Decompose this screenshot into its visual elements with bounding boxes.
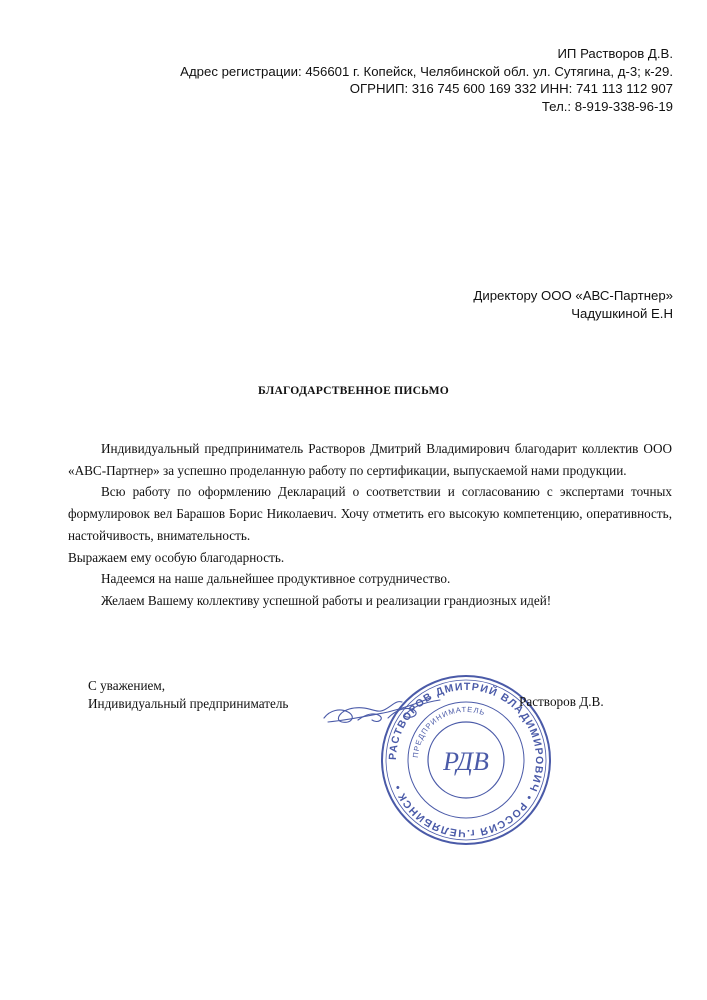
body-paragraph-1: Индивидуальный предприниматель Растворов Дмитрий Владимирович благодарит коллектив ООО «АВС-Партнер» за успешно проделанную работу по сертификации, выпускаемой нами продукции.	[68, 441, 672, 478]
addressee-position: Директору ООО «АВС-Партнер»	[473, 288, 673, 303]
seal-inner-text: ПРЕДПРИНИМАТЕЛЬ	[410, 704, 487, 759]
signer-name: Растворов Д.В.	[519, 694, 604, 709]
letterhead-registration: ОГРНИП: 316 745 600 169 332 ИНН: 741 113 112 907	[349, 81, 673, 96]
closing-position: Индивидуальный предприниматель	[88, 695, 289, 711]
seal-monogram: РДВ	[443, 747, 489, 776]
addressee-name: Чадушкиной Е.Н	[571, 306, 673, 321]
body-paragraph-3: Выражаем ему особую благодарность.	[68, 549, 285, 565]
closing-block	[88, 677, 288, 712]
letterhead-address: Адрес регистрации: 456601 г. Копейск, Челябинской обл. ул. Сутягина, д-3; к-29.	[180, 63, 673, 79]
closing-regards: С уважением,	[88, 678, 165, 693]
seal-outer-text: РАСТВОРОВ ДМИТРИЙ ВЛАДИМИРОВИЧ • РОССИЯ г.ЧЕЛЯБИНСК •	[386, 680, 546, 840]
letterhead-name: ИП Растворов Д.В.	[557, 46, 673, 61]
letter-title: БЛАГОДАРСТВЕННОЕ ПИСЬМО	[258, 384, 449, 397]
addressee-block	[473, 287, 673, 323]
letter-body	[68, 438, 672, 612]
letterhead-phone: Тел.: 8-919-338-96-19	[541, 98, 673, 114]
body-paragraph-2: Всю работу по оформлению Деклараций о соответствии и согласованию с экспертами точных формулировок вел Барашов Борис Николаевич. Хочу отметить его высокую компетенцию, оперативность, настойчивость, внимательность.	[68, 484, 672, 543]
letterhead	[180, 45, 673, 115]
body-paragraph-5: Желаем Вашему коллективу успешной работы и реализации грандиозных идей!	[101, 592, 552, 608]
body-paragraph-4: Надеемся на наше дальнейшее продуктивное сотрудничество.	[101, 571, 451, 587]
